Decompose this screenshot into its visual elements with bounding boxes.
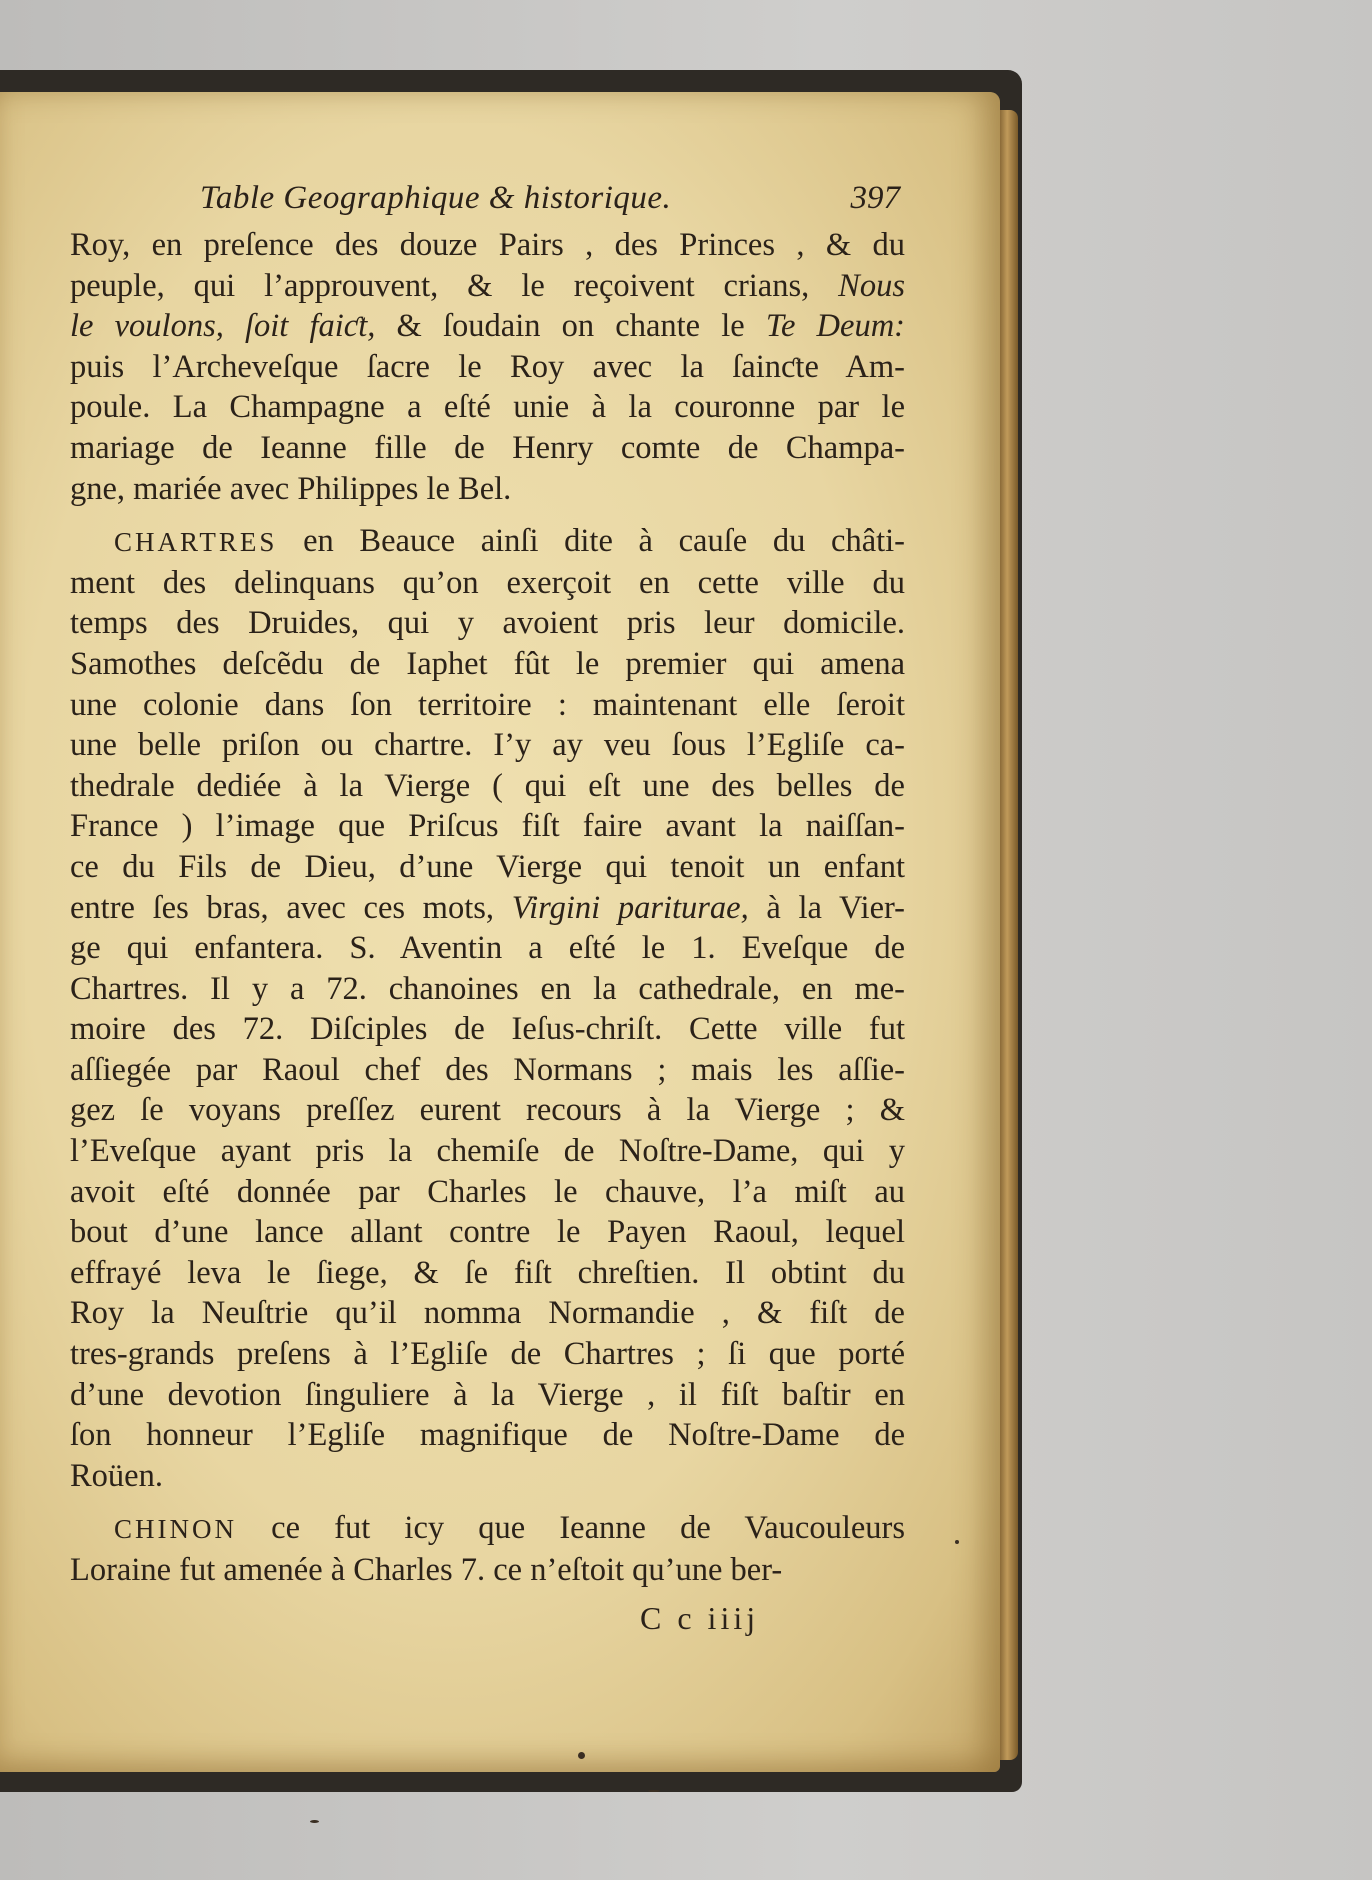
text-run: gne, mariée avec Philippes le Bel. xyxy=(70,470,512,507)
ink-speck xyxy=(648,1790,660,1792)
text-run: temps des Druides, qui y avoient pris leur domicile. xyxy=(70,605,905,642)
text-line xyxy=(70,1456,905,1497)
text-run: l’Eveſque ayant pris la chemiſe de Noſtre-Dame, qui y xyxy=(70,1133,905,1170)
body-text xyxy=(70,225,905,1591)
text-run: Samothes deſcẽdu de Iaphet fût le premier qui amena xyxy=(70,645,905,682)
text-run: ce du Fils de Dieu, d’une Vierge qui tenoit un enfant xyxy=(70,848,905,885)
text-line xyxy=(70,603,905,644)
text-line xyxy=(70,1293,905,1334)
text-run: Roy la Neuſtrie qu’il nomma Normandie , & fiſt de xyxy=(70,1295,905,1332)
text-run: bout d’une lance allant contre le Payen Raoul, lequel xyxy=(70,1214,905,1251)
entry-heading: CHARTRES xyxy=(114,527,278,558)
text-line xyxy=(70,1212,905,1253)
text-run: Chartres. Il y a 72. chanoines en la cathedrale, en me- xyxy=(70,970,905,1007)
text-line xyxy=(70,888,905,929)
text-run: Te Deum: xyxy=(765,308,905,345)
text-line xyxy=(70,847,905,888)
text-run: entre ſes bras, avec ces mots, xyxy=(70,889,512,926)
text-line xyxy=(70,563,905,604)
text-run: Roüen. xyxy=(70,1457,163,1494)
text-line xyxy=(70,306,905,347)
text-run: peuple, qui l’approuvent, & le reçoivent crians, xyxy=(70,267,839,304)
text-run: moire des 72. Diſciples de Ieſus-chriſt. Cette ville fut xyxy=(70,1011,905,1048)
ink-speck xyxy=(310,1820,319,1823)
text-line xyxy=(70,1172,905,1213)
text-line xyxy=(70,725,905,766)
text-run: une belle priſon ou chartre. I’y ay veu ſous l’Egliſe ca- xyxy=(70,727,905,764)
text-line xyxy=(70,806,905,847)
text-line xyxy=(70,1090,905,1131)
text-run: tres-grands preſens à l’Egliſe de Chartres ; ſi que porté xyxy=(70,1336,905,1373)
ink-speck xyxy=(578,1752,585,1759)
text-line xyxy=(70,1375,905,1416)
text-run: Nous xyxy=(838,267,905,304)
running-title: Table Geographique & historique. xyxy=(200,180,672,216)
text-run: France ) l’image que Priſcus fiſt faire avant la naiſſan- xyxy=(70,808,905,845)
text-run: ment des delinquans qu’on exerçoit en cette ville du xyxy=(70,564,905,601)
text-run: & ſoudain on chante le xyxy=(375,308,766,345)
text-run: avoit eſté donnée par Charles le chauve, l’a miſt au xyxy=(70,1173,905,1210)
text-line xyxy=(70,1009,905,1050)
text-line xyxy=(70,1050,905,1091)
text-run: ſon honneur l’Egliſe magnifique de Noſtre-Dame de xyxy=(70,1417,905,1454)
text-run: mariage de Ieanne fille de Henry comte de Champa- xyxy=(70,429,905,466)
text-line xyxy=(70,928,905,969)
text-line xyxy=(70,225,905,266)
text-line xyxy=(70,1131,905,1172)
text-run: à la Vier- xyxy=(748,889,905,926)
text-run: aſſiegée par Raoul chef des Normans ; mais les aſſie- xyxy=(70,1051,905,1088)
text-run: ge qui enfantera. S. Aventin a eſté le 1. Eveſque de xyxy=(70,930,905,967)
text-line xyxy=(70,644,905,685)
text-run: le voulons, ſoit faiƈt, xyxy=(70,308,376,345)
text-line xyxy=(70,1334,905,1375)
text-run: Loraine fut amenée à Charles 7. ce n’eſtoit qu’une ber- xyxy=(70,1552,783,1588)
text-line xyxy=(70,266,905,307)
text-line xyxy=(70,766,905,807)
text-run: Roy, en preſence des douze Pairs , des Princes , & du xyxy=(70,227,905,263)
text-line xyxy=(70,1550,905,1591)
text-line xyxy=(70,469,905,510)
text-run: puis l’Archeveſque ſacre le Roy avec la ſainƈte Am- xyxy=(70,348,905,385)
text-line xyxy=(70,685,905,726)
text-line xyxy=(70,1253,905,1294)
entry-heading: CHINON xyxy=(114,1514,237,1545)
page-header xyxy=(200,180,900,230)
text-line xyxy=(70,347,905,388)
text-line xyxy=(70,969,905,1010)
text-run: thedrale dediée à la Vierge ( qui eſt une des belles de xyxy=(70,767,905,804)
paragraph-gap xyxy=(70,1496,905,1508)
text-run: ce fut icy que Ieanne de Vaucouleurs xyxy=(237,1510,905,1547)
text-run: en Beauce ainſi dite à cauſe du châti- xyxy=(277,523,905,560)
text-run: Virgini pariturae, xyxy=(511,889,749,926)
text-run: effrayé leva le ſiege, & ſe fiſt chreſtien. Il obtint du xyxy=(70,1254,905,1291)
paragraph-gap xyxy=(70,509,905,521)
text-line xyxy=(70,1415,905,1456)
text-run: gez ſe voyans preſſez eurent recours à la Vierge ; & xyxy=(70,1092,905,1129)
text-run: une colonie dans ſon territoire : maintenant elle ſeroit xyxy=(70,686,905,723)
signature-mark: C c iiij xyxy=(640,1600,760,1636)
text-line xyxy=(70,387,905,428)
page-fore-edge xyxy=(1000,110,1018,1760)
text-run: d’une devotion ſinguliere à la Vierge , il fiſt baſtir en xyxy=(70,1376,905,1413)
text-run: poule. La Champagne a eſté unie à la couronne par le xyxy=(70,389,905,426)
ink-speck xyxy=(955,1540,959,1544)
text-line xyxy=(70,428,905,469)
text-line xyxy=(70,521,905,563)
page-number: 397 xyxy=(850,180,900,216)
text-line xyxy=(70,1508,905,1550)
